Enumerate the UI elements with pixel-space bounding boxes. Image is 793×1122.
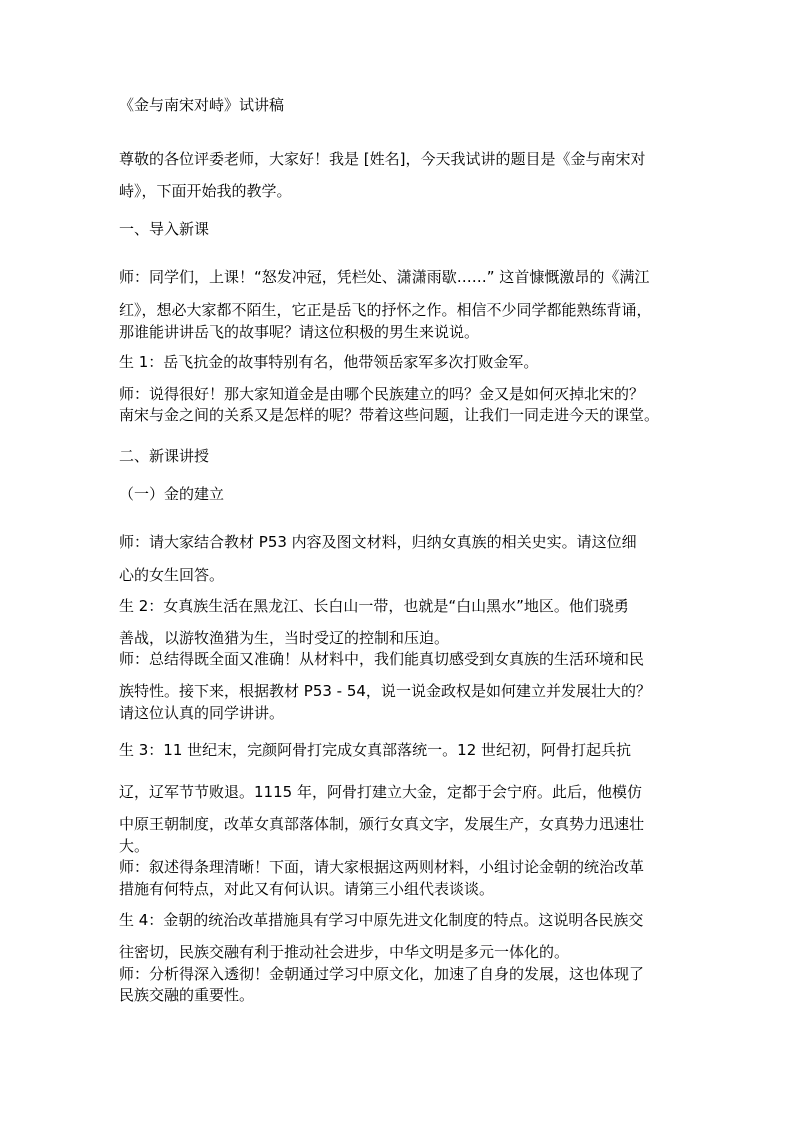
paragraph-line: 尊敬的各位评委老师，大家好！我是 [姓名]，今天我试讲的题目是《金与南宋对 xyxy=(119,150,646,168)
paragraph-line: 南宋与金之间的关系又是怎样的呢？带着这些问题，让我们一同走进今天的课堂。 xyxy=(119,406,660,424)
paragraph-line: 族特性。接下来，根据教材 P53 - 54，说一说金政权是如何建立并发展壮大的？ xyxy=(119,682,651,700)
section-heading: 二、新课讲授 xyxy=(119,447,210,465)
paragraph-line: 师：叙述得条理清晰！下面，请大家根据这两则材料，小组讨论金朝的统治改革 xyxy=(119,858,645,876)
document-title: 《金与南宋对峙》试讲稿 xyxy=(119,96,285,114)
paragraph-line: 辽，辽军节节败退。1115 年，阿骨打建立大金，定都于会宁府。此后，他模仿 xyxy=(119,783,642,801)
paragraph-line: 红》，想必大家都不陌生，它正是岳飞的抒怀之作。相信不少同学都能熟练背诵， xyxy=(119,301,652,319)
paragraph-line: 师：总结得既全面又准确！从材料中，我们能真切感受到女真族的生活环境和民 xyxy=(119,650,645,668)
paragraph-line: 生 3：11 世纪末，完颜阿骨打完成女真部落统一。12 世纪初，阿骨打起兵抗 xyxy=(119,741,632,759)
paragraph-line: 心的女生回答。 xyxy=(119,566,225,584)
paragraph-line: 师：分析得深入透彻！金朝通过学习中原文化，加速了自身的发展，这也体现了 xyxy=(119,965,645,983)
paragraph-line: 生 2：女真族生活在黑龙江、长白山一带，也就是“白山黑水”地区。他们骁勇 xyxy=(119,597,629,615)
paragraph-line: 生 4：金朝的统治改革措施具有学习中原先进文化制度的特点。这说明各民族交 xyxy=(119,911,644,929)
paragraph-line: 那谁能讲讲岳飞的故事呢？请这位积极的男生来说说。 xyxy=(119,323,480,341)
paragraph-line: 师：同学们，上课！“怒发冲冠，凭栏处、潇潇雨歇……” 这首慷慨激昂的《满江 xyxy=(119,268,650,286)
paragraph-line: 大。 xyxy=(119,837,150,855)
section-heading: 一、导入新课 xyxy=(119,220,210,238)
paragraph-line: 师：说得很好！那大家知道金是由哪个民族建立的吗？金又是如何灭掉北宋的？ xyxy=(119,385,645,403)
paragraph-line: 请这位认真的同学讲讲。 xyxy=(119,704,285,722)
paragraph-line: 峙》，下面开始我的教学。 xyxy=(119,182,292,200)
subsection-heading: （一）金的建立 xyxy=(119,485,225,503)
paragraph-line: 往密切，民族交融有利于推动社会进步，中华文明是多元一体化的。 xyxy=(119,943,570,961)
paragraph-line: 师：请大家结合教材 P53 内容及图文材料，归纳女真族的相关史实。请这位细 xyxy=(119,533,637,551)
paragraph-line: 善战，以游牧渔猎为生，当时受辽的控制和压迫。 xyxy=(119,629,450,647)
paragraph-line: 民族交融的重要性。 xyxy=(119,986,255,1004)
paragraph-line: 措施有何特点，对此又有何认识。请第三小组代表谈谈。 xyxy=(119,880,495,898)
paragraph-line: 中原王朝制度，改革女真部落体制，颁行女真文字，发展生产，女真势力迅速壮 xyxy=(119,815,645,833)
paragraph-line: 生 1：岳飞抗金的故事特别有名，他带领岳家军多次打败金军。 xyxy=(119,353,539,371)
